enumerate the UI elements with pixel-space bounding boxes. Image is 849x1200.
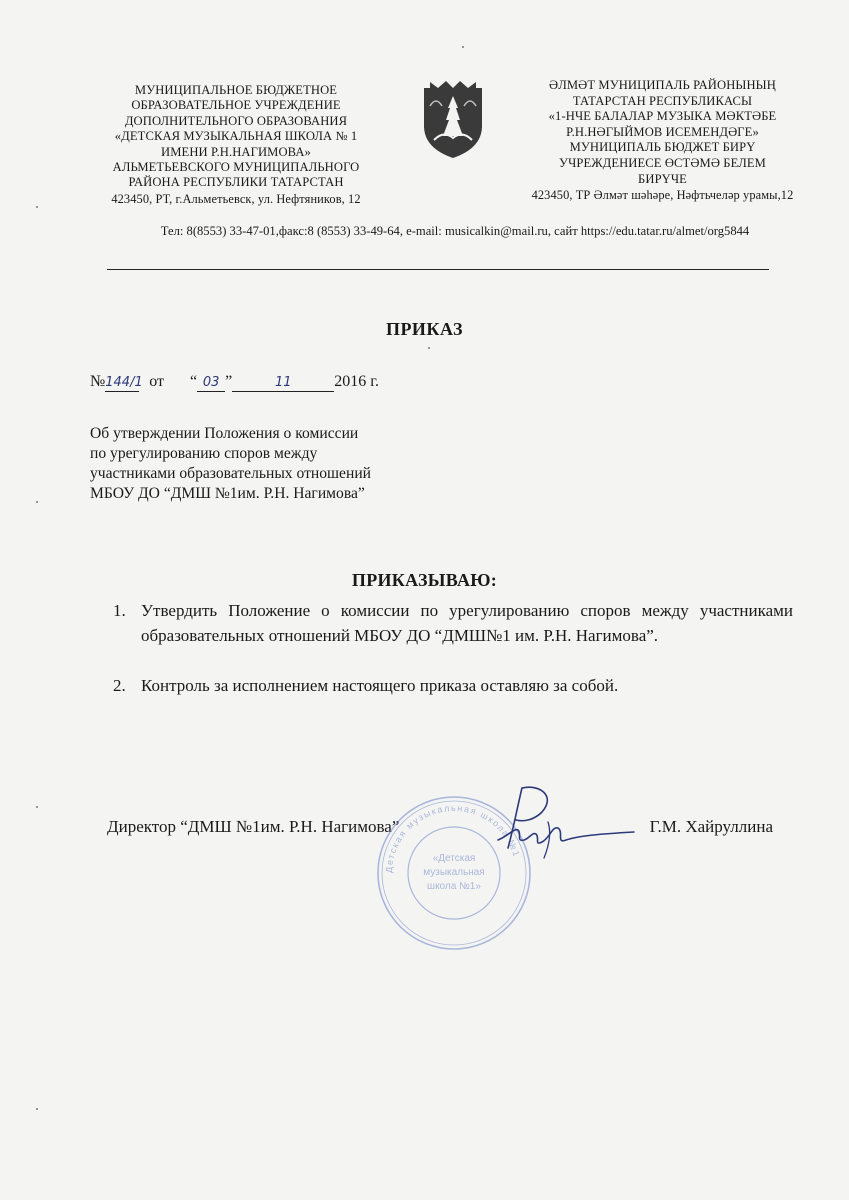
date-prefix: от	[149, 373, 165, 390]
stamp-outer-text: Детская музыкальная школа №1	[383, 802, 522, 874]
header-right-line: УЧРЕЖДЕНИЕСЕ ӨСТӘМӘ БЕЛЕМ	[559, 155, 766, 170]
order-number: 144/1	[105, 375, 143, 390]
paper-speck	[36, 501, 38, 503]
director-signature	[478, 782, 638, 864]
header-left-block	[75, 83, 397, 207]
document-title: ПРИКАЗ	[385, 319, 464, 339]
signer-position: Директор “ДМШ №1им. Р.Н. Нагимова”	[107, 817, 400, 836]
number-prefix: №	[90, 373, 106, 390]
header-right-line: МУНИЦИПАЛЬ БЮДЖЕТ БИРҮ	[569, 140, 756, 155]
header-right-line: ӘЛМӘТ МУНИЦИПАЛЬ РАЙОНЫНЫҢ	[549, 78, 776, 92]
paper-speck	[36, 1108, 38, 1110]
order-month: 11	[232, 375, 334, 392]
header-left-line: МУНИЦИПАЛЬНОЕ БЮДЖЕТНОЕ	[134, 83, 338, 97]
header-left-line: ДОПОЛНИТЕЛЬНОГО ОБРАЗОВАНИЯ	[124, 113, 348, 128]
order-subject	[90, 424, 371, 504]
header-right-address: 423450, ТР Әлмәт шәһәре, Нәфтьчеләр урамы,12	[531, 188, 794, 203]
order-day: 03	[197, 375, 225, 392]
decree-item	[113, 598, 793, 648]
decree-items	[113, 598, 793, 698]
coat-of-arms-emblem	[420, 78, 486, 160]
decree-item	[113, 673, 793, 698]
paper-speck	[462, 46, 464, 48]
item-number: 2.	[113, 676, 126, 695]
stamp-center-line: «Детская	[432, 853, 476, 864]
header-left-line: ИМЕНИ Р.Н.НАГИМОВА»	[161, 144, 311, 159]
paper-speck	[36, 206, 38, 208]
order-year: 2016 г.	[334, 373, 380, 390]
subject-line: МБОУ ДО “ДМШ №1им. Р.Н. Нагимова”	[90, 485, 365, 502]
header-right-line: БИРҮЧЕ	[638, 171, 687, 186]
subject-line: участниками образовательных отношений	[90, 465, 372, 482]
subject-line: по урегулированию споров между	[90, 445, 318, 462]
subject-line: Об утверждении Положения о комиссии	[90, 425, 359, 442]
header-right-line: Р.Н.НӘГЫЙМОВ ИСЕМЕНДӘГЕ»	[566, 124, 759, 139]
item-text: Контроль за исполнением настоящего приказа оставляю за собой.	[141, 676, 619, 695]
quote-open: “	[190, 373, 198, 390]
contacts-line: Тел: 8(8553) 33-47-01,факс:8 (8553) 33-49-64, e-mail: musicalkin@mail.ru, сайт https://edu.tatar.ru/almet/org5844	[160, 224, 750, 238]
header-right-line: ТАТАРСТАН РЕСПУБЛИКАСЫ	[572, 93, 753, 108]
header-right-line: «1-НЧЕ БАЛАЛАР МУЗЫКА МӘКТӘБЕ	[548, 109, 777, 124]
header-left-line: ОБРАЗОВАТЕЛЬНОЕ УЧРЕЖДЕНИЕ	[131, 98, 341, 113]
decree-heading: ПРИКАЗЫВАЮ:	[351, 570, 498, 590]
header-divider	[107, 269, 769, 270]
header-left-address: 423450, РТ, г.Альметьевск, ул. Нефтяников, 12	[111, 191, 361, 206]
header-left-line: РАЙОНА РЕСПУБЛИКИ ТАТАРСТАН	[128, 175, 344, 190]
header-right-block	[490, 78, 835, 204]
header-left-line: «ДЕТСКАЯ МУЗЫКАЛЬНАЯ ШКОЛА № 1	[114, 129, 358, 144]
item-text: Утвердить Положение о комиссии по урегулированию споров между участниками образовательных отношений МБОУ ДО “ДМШ№1 им. Р.Н. Нагимова”.	[141, 601, 793, 645]
paper-speck	[428, 347, 430, 349]
quote-close: ”	[225, 373, 233, 390]
header-left-line: АЛЬМЕТЬЕВСКОГО МУНИЦИПАЛЬНОГО	[112, 160, 360, 175]
signer-name: Г.М. Хайруллина	[649, 817, 773, 836]
item-number: 1.	[113, 601, 126, 620]
order-number-date	[90, 373, 379, 392]
stamp-center-line: школа №1»	[427, 881, 481, 892]
stamp-center-line: музыкальная	[423, 867, 485, 878]
paper-speck	[36, 806, 38, 808]
